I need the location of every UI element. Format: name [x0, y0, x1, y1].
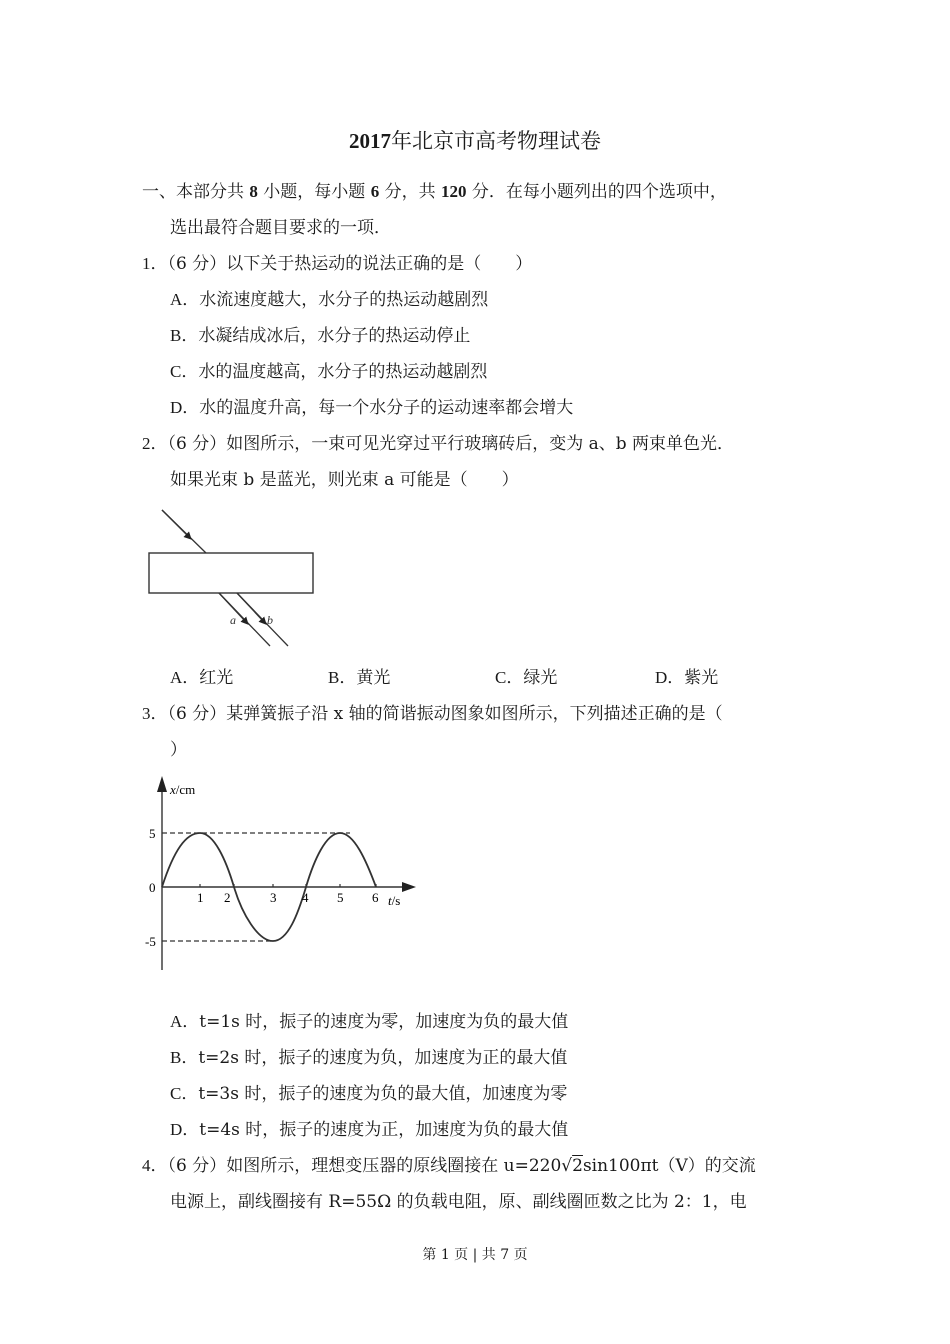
question-4-stem [142, 1156, 756, 1176]
q2-option-d[interactable] [655, 668, 718, 688]
option-text: 水的温度越高，水分子的热运动越剧烈 [198, 362, 488, 382]
q3-option-b[interactable] [170, 1048, 567, 1068]
question-3-stem-line2: ） [170, 740, 187, 760]
question-number: 2． [142, 434, 168, 453]
instr-score: 6 [370, 182, 380, 201]
question-2-stem-line2: 如果光束 b 是蓝光，则光束 a 可能是（ ） [170, 470, 519, 490]
instr-total: 120 [441, 182, 467, 201]
q3-option-c[interactable] [170, 1084, 567, 1104]
glass-slab-diagram [140, 500, 340, 660]
question-text: （6 分）如图所示，一束可见光穿过平行玻璃砖后，变为 a、b 两束单色光． [167, 434, 735, 454]
q3-option-a[interactable] [170, 1012, 568, 1032]
title-text: 年北京市高考物理试卷 [391, 129, 601, 153]
x-tick-5: 5 [337, 890, 344, 905]
label-b: b [267, 613, 273, 627]
option-label: B． [170, 1048, 199, 1067]
instr-part: 小题，每小题 [257, 182, 371, 202]
option-label: C． [495, 668, 524, 687]
option-text: 水流速度越大，水分子的热运动越剧烈 [199, 290, 489, 310]
q1-option-b[interactable] [170, 326, 470, 346]
q2-option-a[interactable] [170, 668, 233, 688]
x-tick-2: 2 [224, 890, 231, 905]
q2-option-c[interactable] [495, 668, 557, 688]
page-title [0, 125, 950, 155]
x-tick-1: 1 [197, 890, 204, 905]
y-tick-0: 0 [149, 880, 156, 895]
option-label: B． [170, 326, 199, 345]
title-year: 2017 [349, 129, 391, 153]
option-label: A． [170, 290, 200, 309]
question-number: 3． [142, 704, 168, 723]
option-label: B． [328, 668, 357, 687]
sqrt-radicand: 2 [572, 1156, 583, 1176]
x-tick-6: 6 [372, 890, 379, 905]
question-text: sin100πt（V）的交流 [582, 1156, 756, 1176]
q2-option-b[interactable] [328, 668, 390, 688]
y-axis-label: x/cm [170, 782, 196, 797]
question-number: 4． [142, 1156, 168, 1175]
q3-option-d[interactable] [170, 1120, 568, 1140]
y-tick-5: 5 [149, 826, 156, 841]
question-1-stem [142, 254, 532, 274]
option-text: 水的温度升高，每一个水分子的运动速率都会增大 [199, 398, 574, 418]
option-text: 黄光 [356, 668, 391, 688]
option-text: 绿光 [523, 668, 558, 688]
question-3-stem [142, 704, 723, 724]
option-label: A． [170, 1012, 200, 1031]
x-tick-3: 3 [270, 890, 277, 905]
option-text: 紫光 [684, 668, 719, 688]
option-label: D． [655, 668, 685, 687]
x-axis-label: t/s [388, 893, 401, 908]
question-text: （6 分）如图所示，理想变压器的原线圈接在 u=220 [167, 1156, 562, 1176]
option-label: A． [170, 668, 200, 687]
glass-slab [149, 553, 313, 593]
question-2-stem [142, 434, 734, 454]
shm-graph [140, 770, 430, 980]
instr-part: 分，共 [379, 182, 442, 202]
question-text: （6 分）以下关于热运动的说法正确的是（ ） [167, 254, 533, 274]
sqrt-symbol: √ [561, 1156, 573, 1176]
instr-part: 一、本部分共 [142, 182, 250, 202]
section-instructions-line2: 选出最符合题目要求的一项． [170, 218, 391, 238]
option-label: D． [170, 1120, 200, 1139]
q1-option-a[interactable] [170, 290, 488, 310]
y-tick-neg5: -5 [145, 934, 156, 949]
q1-option-c[interactable] [170, 362, 487, 382]
option-label: D． [170, 398, 200, 417]
option-text: t=1s 时，振子的速度为零，加速度为负的最大值 [199, 1012, 569, 1032]
option-text: t=2s 时，振子的速度为负，加速度为正的最大值 [198, 1048, 568, 1068]
option-text: 水凝结成冰后，水分子的热运动停止 [198, 326, 471, 346]
question-number: 1． [142, 254, 168, 273]
section-instructions-line1 [142, 182, 727, 202]
option-text: t=4s 时，振子的速度为正，加速度为负的最大值 [199, 1120, 569, 1140]
option-text: t=3s 时，振子的速度为负的最大值，加速度为零 [198, 1084, 568, 1104]
option-text: 红光 [199, 668, 234, 688]
option-label: C． [170, 1084, 199, 1103]
option-label: C． [170, 362, 199, 381]
instr-part: 分．在每小题列出的四个选项中， [466, 182, 727, 202]
label-a: a [230, 613, 236, 627]
x-axis-arrow-icon [402, 882, 416, 892]
q1-option-d[interactable] [170, 398, 573, 418]
y-axis-arrow-icon [157, 776, 167, 792]
page-footer: 第 1 页 | 共 7 页 [422, 1247, 528, 1263]
instr-count: 8 [249, 182, 258, 201]
question-4-stem-line2: 电源上，副线圈接有 R=55Ω 的负载电阻，原、副线圈匝数之比为 2：1，电 [170, 1192, 747, 1212]
question-text: （6 分）某弹簧振子沿 x 轴的简谐振动图象如图所示，下列描述正确的是（ [167, 704, 723, 724]
x-tick-4: 4 [302, 890, 309, 905]
